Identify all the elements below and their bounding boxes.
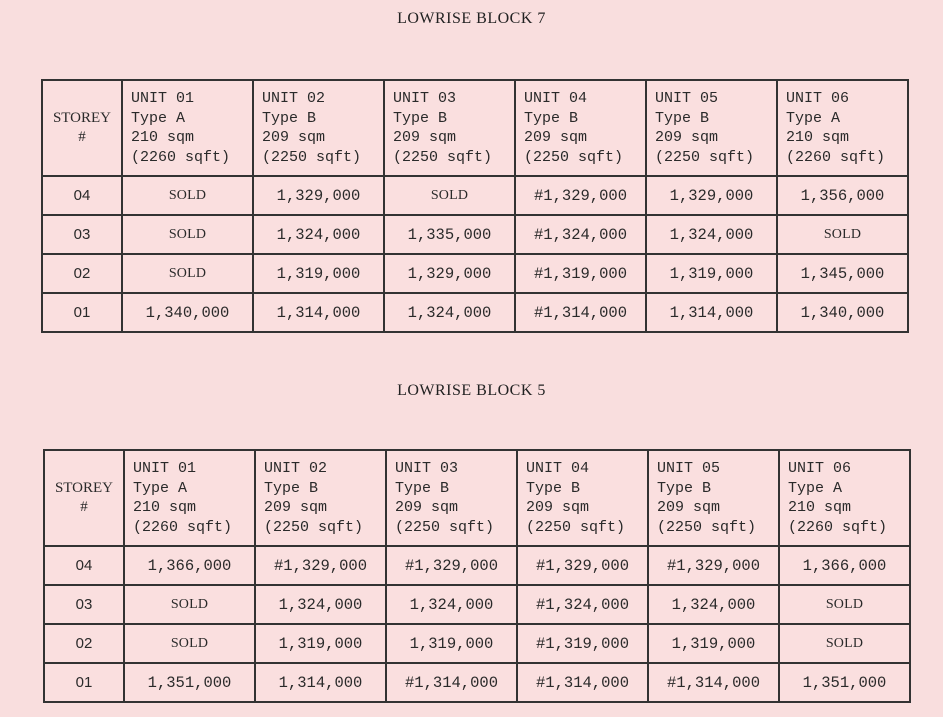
unit-header-sqm: 210 sqm <box>786 129 850 146</box>
storey-cell: 02 <box>44 624 124 663</box>
unit-header-sqm: 210 sqm <box>788 499 852 516</box>
unit-header-sqft: (2250 sqft) <box>655 148 755 166</box>
block-5-title: LOWRISE BLOCK 5 <box>397 382 546 399</box>
price-cell: 1,319,000 <box>386 624 517 663</box>
unit-column-header <box>646 80 777 176</box>
price-cell: 1,351,000 <box>779 663 910 702</box>
unit-header-unit: UNIT 03 <box>395 460 459 477</box>
unit-header-unit: UNIT 06 <box>786 90 850 107</box>
unit-header-unit: UNIT 01 <box>131 90 195 107</box>
unit-header-type: Type B <box>262 109 317 127</box>
unit-header-sqft: (2250 sqft) <box>262 148 362 166</box>
unit-header-type: Type B <box>655 109 710 127</box>
sold-cell: SOLD <box>384 176 515 215</box>
storey-column-header <box>42 80 122 176</box>
table-header-row <box>44 450 910 546</box>
storey-cell: 03 <box>42 215 122 254</box>
price-cell: #1,329,000 <box>515 176 646 215</box>
unit-header-unit: UNIT 06 <box>788 460 852 477</box>
storey-cell: 01 <box>44 663 124 702</box>
sold-cell: SOLD <box>122 176 253 215</box>
unit-header-type: Type A <box>786 109 841 127</box>
unit-column-header <box>384 80 515 176</box>
price-cell: 1,319,000 <box>255 624 386 663</box>
unit-header-unit: UNIT 02 <box>262 90 326 107</box>
price-cell: #1,329,000 <box>386 546 517 585</box>
price-cell: 1,319,000 <box>646 254 777 293</box>
table-row <box>44 546 910 585</box>
unit-column-header <box>777 80 908 176</box>
unit-header-sqm: 209 sqm <box>395 499 459 516</box>
block-7-title: LOWRISE BLOCK 7 <box>397 10 546 27</box>
unit-header-sqm: 209 sqm <box>524 129 588 146</box>
unit-header-unit: UNIT 02 <box>264 460 328 477</box>
unit-header-sqft: (2250 sqft) <box>657 518 757 536</box>
storey-header-text: STOREY <box>54 480 114 496</box>
unit-column-header <box>124 450 255 546</box>
unit-header-unit: UNIT 05 <box>655 90 719 107</box>
table-row <box>44 585 910 624</box>
unit-header-sqm: 209 sqm <box>657 499 721 516</box>
sold-cell: SOLD <box>124 624 255 663</box>
price-cell: 1,366,000 <box>779 546 910 585</box>
price-cell: #1,314,000 <box>386 663 517 702</box>
price-cell: 1,340,000 <box>777 293 908 332</box>
unit-header-unit: UNIT 01 <box>133 460 197 477</box>
price-cell: 1,324,000 <box>253 215 384 254</box>
unit-column-header <box>515 80 646 176</box>
price-cell: 1,324,000 <box>646 215 777 254</box>
unit-header-sqm: 210 sqm <box>131 129 195 146</box>
price-cell: 1,356,000 <box>777 176 908 215</box>
price-cell: #1,324,000 <box>517 585 648 624</box>
table-header-row <box>42 80 908 176</box>
unit-header-sqm: 209 sqm <box>264 499 328 516</box>
price-cell: 1,314,000 <box>646 293 777 332</box>
unit-header-type: Type B <box>395 479 450 497</box>
sold-cell: SOLD <box>122 254 253 293</box>
price-cell: 1,329,000 <box>646 176 777 215</box>
price-cell: 1,314,000 <box>255 663 386 702</box>
price-cell: 1,319,000 <box>253 254 384 293</box>
price-cell: #1,329,000 <box>648 546 779 585</box>
price-cell: #1,329,000 <box>255 546 386 585</box>
table-row <box>44 663 910 702</box>
price-cell: 1,324,000 <box>386 585 517 624</box>
price-cell: #1,329,000 <box>517 546 648 585</box>
unit-column-header <box>122 80 253 176</box>
sold-cell: SOLD <box>122 215 253 254</box>
unit-header-sqft: (2250 sqft) <box>395 518 495 536</box>
storey-header-text: STOREY <box>52 110 112 126</box>
unit-header-sqft: (2250 sqft) <box>524 148 624 166</box>
storey-cell: 04 <box>44 546 124 585</box>
price-cell: #1,314,000 <box>515 293 646 332</box>
unit-column-header <box>517 450 648 546</box>
unit-header-unit: UNIT 05 <box>657 460 721 477</box>
unit-header-sqm: 209 sqm <box>393 129 457 146</box>
price-cell: 1,314,000 <box>253 293 384 332</box>
storey-header-text: # <box>80 499 88 515</box>
unit-header-type: Type B <box>524 109 579 127</box>
unit-column-header <box>255 450 386 546</box>
block-7-price-table <box>41 79 909 333</box>
price-cell: #1,314,000 <box>648 663 779 702</box>
unit-header-type: Type B <box>393 109 448 127</box>
unit-header-sqft: (2260 sqft) <box>788 518 888 536</box>
unit-header-sqm: 210 sqm <box>133 499 197 516</box>
unit-column-header <box>648 450 779 546</box>
unit-header-type: Type B <box>657 479 712 497</box>
price-cell: 1,329,000 <box>253 176 384 215</box>
block-5-price-table <box>43 449 911 703</box>
unit-header-sqm: 209 sqm <box>655 129 719 146</box>
storey-cell: 04 <box>42 176 122 215</box>
price-cell: #1,319,000 <box>515 254 646 293</box>
sold-cell: SOLD <box>777 215 908 254</box>
price-cell: #1,324,000 <box>515 215 646 254</box>
unit-header-sqft: (2250 sqft) <box>393 148 493 166</box>
price-cell: #1,319,000 <box>517 624 648 663</box>
unit-header-type: Type A <box>131 109 186 127</box>
table-row <box>44 624 910 663</box>
price-cell: 1,319,000 <box>648 624 779 663</box>
price-cell: 1,324,000 <box>648 585 779 624</box>
table-row <box>42 293 908 332</box>
unit-header-type: Type A <box>788 479 843 497</box>
price-cell: 1,329,000 <box>384 254 515 293</box>
sold-cell: SOLD <box>124 585 255 624</box>
price-cell: 1,351,000 <box>124 663 255 702</box>
storey-cell: 03 <box>44 585 124 624</box>
unit-header-unit: UNIT 03 <box>393 90 457 107</box>
unit-header-sqft: (2250 sqft) <box>526 518 626 536</box>
price-cell: 1,340,000 <box>122 293 253 332</box>
price-cell: 1,324,000 <box>255 585 386 624</box>
price-cell: 1,324,000 <box>384 293 515 332</box>
unit-header-type: Type B <box>264 479 319 497</box>
unit-column-header <box>386 450 517 546</box>
unit-header-unit: UNIT 04 <box>524 90 588 107</box>
price-cell: #1,314,000 <box>517 663 648 702</box>
sold-cell: SOLD <box>779 585 910 624</box>
unit-column-header <box>779 450 910 546</box>
sold-cell: SOLD <box>779 624 910 663</box>
unit-header-sqft: (2260 sqft) <box>786 148 886 166</box>
unit-header-sqm: 209 sqm <box>526 499 590 516</box>
storey-cell: 01 <box>42 293 122 332</box>
unit-header-sqft: (2260 sqft) <box>133 518 233 536</box>
unit-header-unit: UNIT 04 <box>526 460 590 477</box>
unit-header-sqft: (2260 sqft) <box>131 148 231 166</box>
storey-header-text: # <box>78 129 86 145</box>
table-row <box>42 254 908 293</box>
unit-header-type: Type A <box>133 479 188 497</box>
table-row <box>42 215 908 254</box>
storey-cell: 02 <box>42 254 122 293</box>
table-row <box>42 176 908 215</box>
price-cell: 1,366,000 <box>124 546 255 585</box>
price-cell: 1,335,000 <box>384 215 515 254</box>
unit-column-header <box>253 80 384 176</box>
price-cell: 1,345,000 <box>777 254 908 293</box>
unit-header-type: Type B <box>526 479 581 497</box>
unit-header-sqft: (2250 sqft) <box>264 518 364 536</box>
storey-column-header <box>44 450 124 546</box>
unit-header-sqm: 209 sqm <box>262 129 326 146</box>
